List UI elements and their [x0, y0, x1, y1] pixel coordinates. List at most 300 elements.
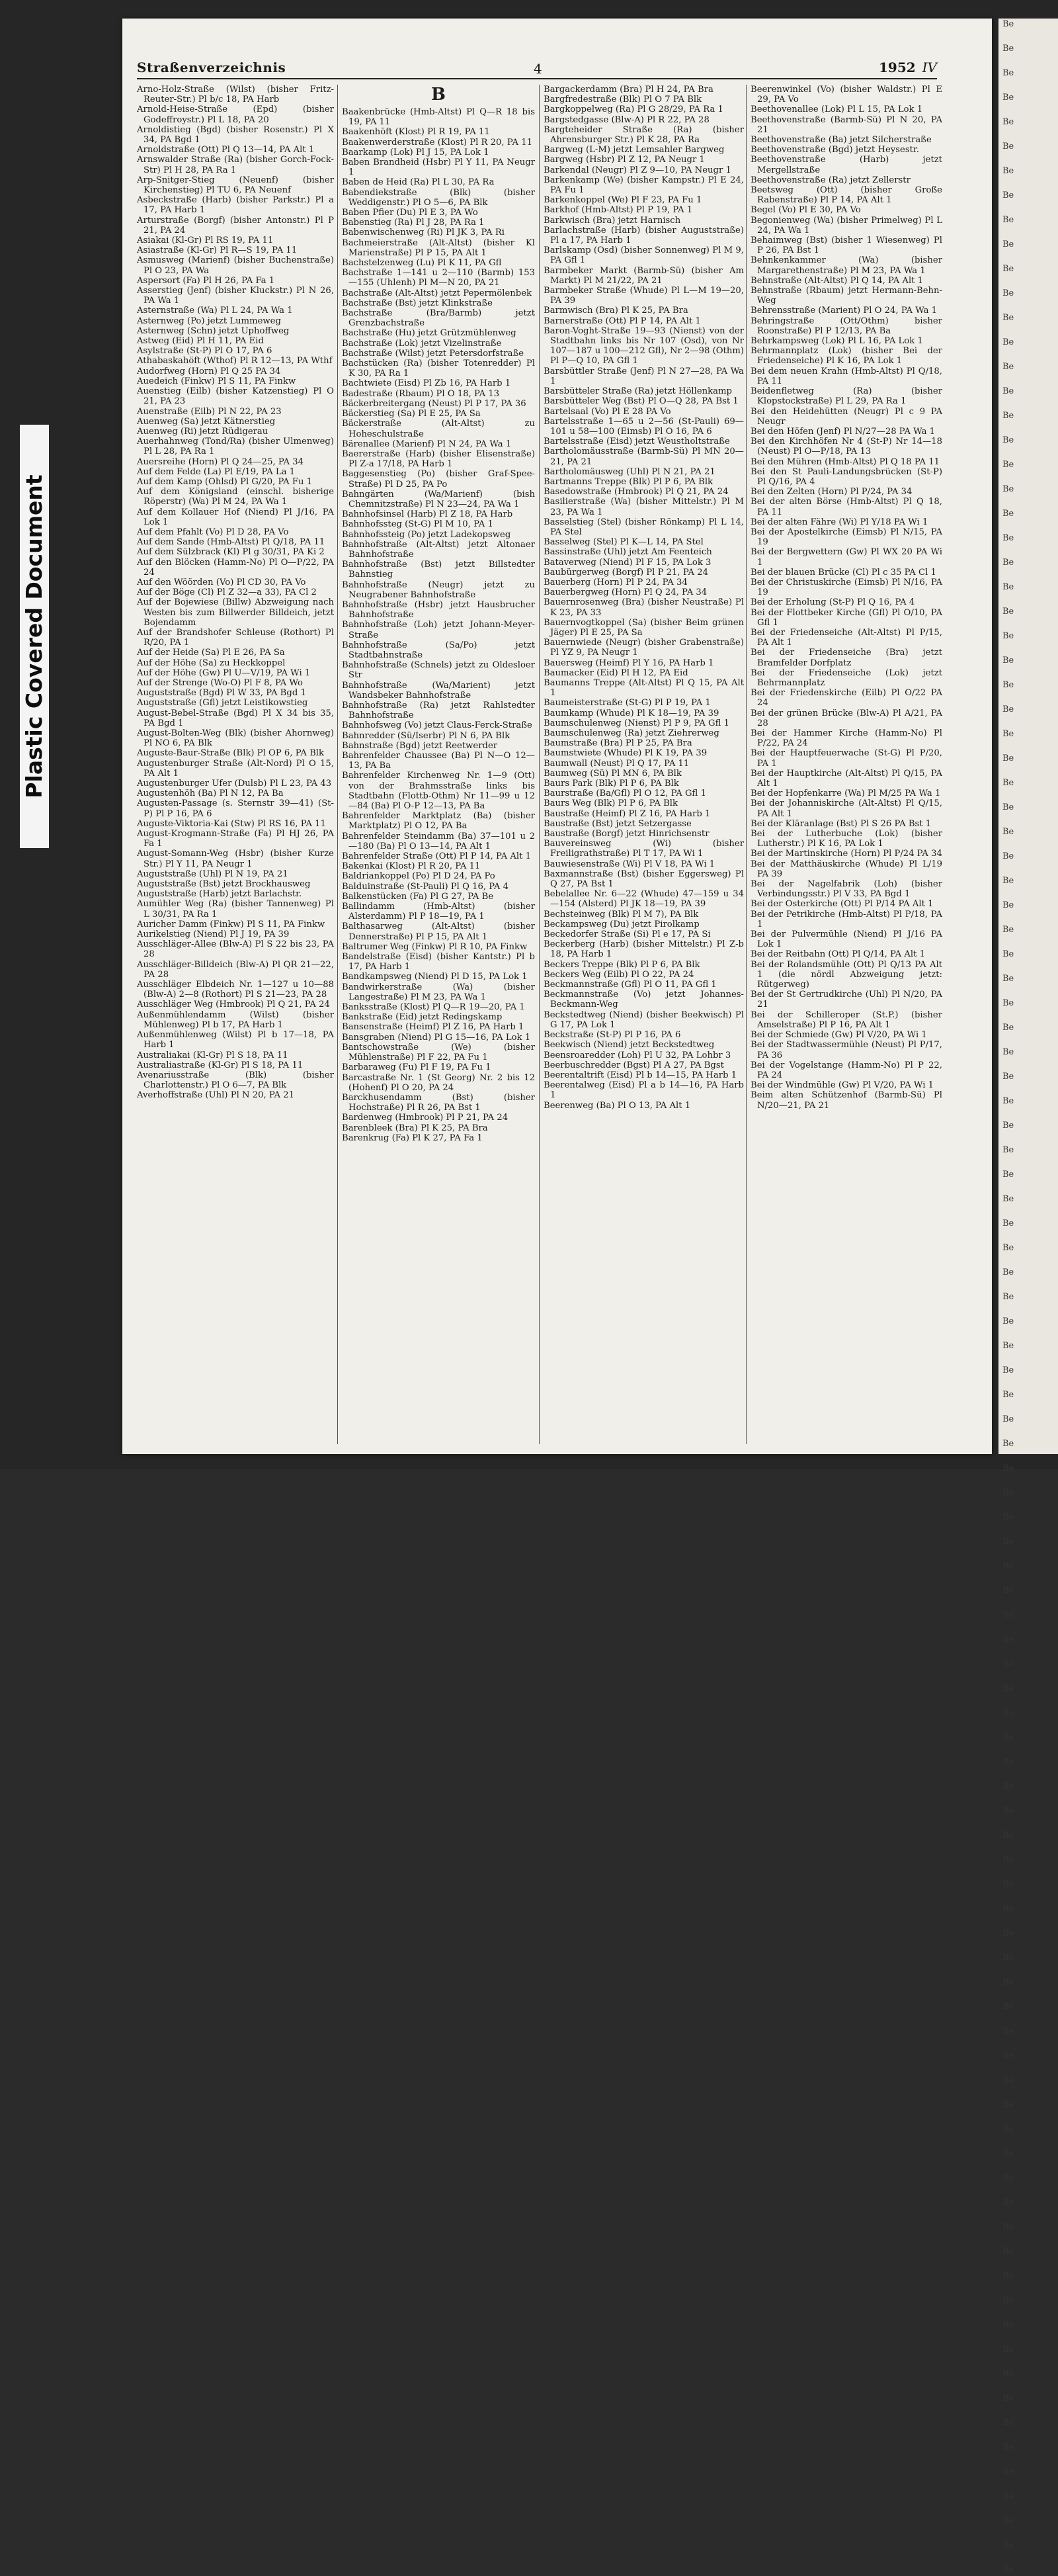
street-entry: Baggesenstieg (Po) (bisher Graf-Spee-Straße) Pl D 25, PA Po: [342, 469, 535, 490]
street-entry: Behringstraße (Ott/Othm) bisher Roonstraße) Pl P 12/13, PA Ba: [751, 316, 942, 336]
street-entry: Bahnhofssteg (St-G) Pl M 10, PA 1: [342, 519, 493, 530]
header-title: Straßenverzeichnis: [137, 60, 286, 75]
adjacent-page-fragment: Be: [1002, 2198, 1014, 2208]
adjacent-page-fragment: Be: [1002, 998, 1014, 1008]
street-entry: Ausschläger Weg (Hmbrook) Pl Q 21, PA 24: [137, 1000, 330, 1010]
street-entry: Bei der Hauptkirche (Alt-Altst) Pl Q/15, PA Alt 1: [751, 768, 942, 789]
street-entry: Bei der Schilleroper (St.P.) (bisher Amselstraße) Pl P 16, PA Alt 1: [751, 1009, 942, 1030]
page-header: [137, 57, 937, 79]
street-entry: Begonienweg (Wa) (bisher Primelweg) Pl L 24, PA Wa 1: [751, 215, 942, 236]
adjacent-page-fragment: Be: [1002, 2442, 1014, 2452]
street-entry: Audorfweg (Horn) Pl Q 25 PA 34: [137, 366, 281, 376]
street-entry: Ausschläger-Allee (Blw-A) Pl S 22 bis 23, PA 28: [137, 939, 334, 960]
street-entry: Baakenhöft (Klost) Pl R 19, PA 11: [342, 127, 490, 138]
adjacent-page-fragment: Be: [1002, 607, 1014, 617]
street-entry: Beerentalweg (Eisd) Pl a b 14—16, PA Harb 1: [544, 1080, 744, 1101]
street-entry: Babenwischenweg (Ri) Pl JK 3, PA Ri: [342, 228, 505, 238]
adjacent-page-fragment: Be: [1002, 827, 1014, 837]
street-entry: Behrkampsweg (Lok) Pl L 16, PA Lok 1: [751, 336, 923, 347]
street-entry: Bei der alten Fähre (Wi) Pl Y/18 PA Wi 1: [751, 517, 928, 527]
street-entry: Bargstedgasse (Blw-A) Pl R 22, PA 28: [544, 114, 710, 125]
street-entry: Beckstraße (St-P) Pl P 16, PA 6: [544, 1030, 681, 1041]
street-entry: Bei den St Pauli-Landungsbrücken (St-P) Pl Q/16, PA 4: [751, 466, 942, 487]
street-entry: Auguste-Viktoria-Kai (Stw) Pl RS 16, PA 11: [137, 818, 326, 829]
street-entry: Bachstraße (Hu) jetzt Grützmühlenweg: [342, 328, 516, 339]
street-entry: Beensroaredder (Loh) Pl U 32, PA Lohbr 3: [544, 1050, 731, 1060]
street-entry: Bauernrosenweg (Bra) (bisher Neustraße) Pl K 23, PA 33: [544, 597, 744, 618]
adjacent-page-fragment: Be: [1002, 386, 1014, 396]
street-entry: Beekwisch (Niend) jetzt Beckstedtweg: [544, 1040, 715, 1051]
street-entry: Baakenwerderstraße (Klost) Pl R 20, PA 11: [342, 137, 532, 148]
adjacent-page-fragment: Be: [1002, 1292, 1014, 1302]
street-entry: Bauersweg (Heimf) Pl Y 16, PA Harb 1: [544, 658, 714, 668]
street-entry: Asiastraße (Kl-Gr) Pl R—S 19, PA 11: [137, 245, 298, 256]
adjacent-page-fragment: Be: [1002, 2540, 1014, 2550]
street-entry: Arnoldistieg (Bgd) (bisher Rosenstr.) Pl X 34, PA Bgd 1: [137, 124, 334, 146]
street-entry: Auguststraße (Gfl) jetzt Leistikowstieg: [137, 698, 308, 708]
column-rule: [337, 85, 338, 1444]
street-entry: Bäckerstraße (Alt-Altst) zu Hoheschulstraße: [342, 419, 535, 439]
street-entry: Auf dem Sande (Hmb-Altst) Pl Q/18, PA 11: [137, 537, 325, 548]
street-entry: Asbeckstraße (Harb) (bisher Parkstr.) Pl a 17, PA Harb 1: [137, 195, 334, 216]
street-entry: Bauernvogtkoppel (Sa) (bisher Beim grünen Jäger) Pl E 25, PA Sa: [544, 617, 744, 638]
street-entry: Bei den Höfen (Jenf) Pl N/27—28 PA Wa 1: [751, 426, 936, 437]
street-entry: Bahnredder (Sü/Iserbr) Pl N 6, PA Blk: [342, 730, 510, 741]
adjacent-page-fragment: Be: [1002, 1855, 1014, 1865]
street-entry: Bei den Mühren (Hmb-Altst) Pl Q 18 PA 11: [751, 456, 940, 467]
column-1: [137, 85, 334, 1447]
street-entry: Baben de Heid (Ra) Pl L 30, PA Ra: [342, 177, 495, 188]
street-entry: Bei der Nagelfabrik (Loh) (bisher Verbindungsstr.) Pl V 33, PA Bgd 1: [751, 879, 942, 900]
street-entry: Bachstraße (Wilst) jetzt Petersdorfstraße: [342, 348, 524, 359]
street-entry: Bauernwiede (Neugr) (bisher Grabenstraße) Pl YZ 9, PA Neugr 1: [544, 638, 744, 658]
street-entry: Bargfredestraße (Blk) Pl O 7 PA Blk: [544, 95, 702, 105]
street-entry: Auguststraße (Bst) jetzt Brockhausweg: [137, 879, 311, 890]
adjacent-page-fragment: Be: [1002, 1879, 1014, 1889]
adjacent-page-fragment: Be: [1002, 509, 1014, 519]
adjacent-page-fragment: Be: [1002, 1341, 1014, 1351]
adjacent-page-fragment: Be: [1002, 1365, 1014, 1375]
street-entry: Auguststraße (Bgd) Pl W 33, PA Bgd 1: [137, 688, 306, 699]
street-entry: Bei der Hammer Kirche (Hamm-No) Pl P/22, PA 24: [751, 728, 942, 749]
street-entry: Baldriankoppel (Po) Pl D 24, PA Po: [342, 871, 495, 882]
street-entry: Auf dem Sülzbrack (Kl) Pl g 30/31, PA Ki 2: [137, 547, 325, 558]
street-entry: Barsbüttler Straße (Jenf) Pl N 27—28, PA Wa 1: [544, 366, 744, 386]
adjacent-page-fragment: Be: [1002, 460, 1014, 470]
street-entry: Auricher Damm (Finkw) Pl S 11, PA Finkw: [137, 919, 325, 929]
street-entry: Beckedorfer Straße (Si) Pl e 17, PA Si: [544, 929, 711, 940]
street-entry: Auenstieg (Eilb) (bisher Katzenstieg) Pl O 21, PA 23: [137, 386, 334, 407]
street-entry: Bahnhofstraße (Alt-Altst) jetzt Altonaer Bahnhofstraße: [342, 539, 535, 560]
street-entry: Balthasarweg (Alt-Altst) (bisher Dennerstraße) Pl P 15, PA Alt 1: [342, 922, 535, 942]
street-entry: August-Krogmann-Straße (Fa) Pl HJ 26, PA Fa 1: [137, 829, 334, 849]
street-entry: Bauerbergweg (Horn) Pl Q 24, PA 34: [544, 587, 708, 598]
street-entry: Bahrenfelder Marktplatz (Ba) (bisher Marktplatz) Pl O 12, PA Ba: [342, 811, 535, 832]
adjacent-page-fragment: Be: [1002, 729, 1014, 739]
street-entry: Barlachstraße (Harb) (bisher Auguststraße) Pl a 17, PA Harb 1: [544, 225, 744, 246]
street-entry: Auguste-Baur-Straße (Blk) Pl OP 6, PA Blk: [137, 748, 324, 759]
street-entry: Asmusweg (Marienf) (bisher Buchenstraße) Pl O 23, PA Wa: [137, 255, 334, 276]
street-entry: Aspersort (Fa) Pl H 26, PA Fa 1: [137, 275, 275, 286]
adjacent-page-fragment: Be: [1002, 1928, 1014, 1938]
street-entry: Barkendal (Neugr) Pl Z 9—10, PA Neugr 1: [544, 165, 731, 175]
adjacent-page-fragment: Be: [1002, 1733, 1014, 1742]
street-entry: Baakenbrücke (Hmb-Altst) Pl Q—R 18 bis 19, PA 11: [342, 107, 535, 128]
street-entry: Auf der Brandshofer Schleuse (Rothort) Pl R/20, PA 1: [137, 627, 334, 648]
street-entry: Bargackerdamm (Bra) Pl H 24, PA Bra: [544, 85, 713, 95]
street-entry: Auguststraße (Harb) jetzt Barlachstr.: [137, 889, 302, 900]
street-entry: Bargweg (L-M) jetzt Lemsahler Bargweg: [544, 145, 725, 155]
street-entry: Aumühler Weg (Ra) (bisher Tannenweg) Pl L 30/31, PA Ra 1: [137, 899, 334, 920]
adjacent-page-fragment: Be: [1002, 1953, 1014, 1963]
street-entry: Bahnhofstraße (Bst) jetzt Billstedter Bahnstieg: [342, 560, 535, 580]
street-entry: Bartholomäusweg (Uhl) Pl N 21, PA 21: [544, 466, 715, 477]
adjacent-page-fragment: Be: [1002, 2247, 1014, 2256]
street-entry: Asserstieg (Jenf) (bisher Kluckstr.) Pl N 26, PA Wa 1: [137, 286, 334, 306]
adjacent-page-fragment: Be: [1002, 1219, 1014, 1228]
street-entry: Bachstraße (Bst) jetzt Klinkstraße: [342, 298, 493, 308]
street-entry: Bankstraße (Eid) jetzt Redingskamp: [342, 1012, 503, 1023]
street-entry: Bäckerstieg (Sa) Pl E 25, PA Sa: [342, 409, 481, 419]
street-entry: Auf dem Kollauer Hof (Niend) Pl J/16, PA Lok 1: [137, 507, 334, 527]
street-entry: Bebelallee Nr. 6—22 (Whude) 47—159 u 34—154 (Alsterd) Pl JK 18—19, PA 39: [544, 889, 744, 910]
street-entry: Behrensstraße (Marient) Pl O 24, PA Wa 1: [751, 306, 938, 316]
street-entry: Bahnstraße (Bgd) jetzt Reetwerder: [342, 740, 498, 751]
street-entry: August-Somann-Weg (Hsbr) (bisher Kurze Str.) Pl Y 11, PA Neugr 1: [137, 849, 334, 869]
street-entry: Babendiekstraße (Blk) (bisher Weddigenstr.) Pl O 5—6, PA Blk: [342, 187, 535, 208]
adjacent-page-fragment: Be: [1002, 1390, 1014, 1400]
letter-heading: B: [431, 85, 446, 105]
street-entry: Bandelstraße (Eisd) (bisher Kantstr.) Pl b 17, PA Harb 1: [342, 952, 535, 972]
street-entry: Arp-Snitger-Stieg (Neuenf) (bisher Kirchenstieg) Pl TU 6, PA Neuenf: [137, 175, 334, 196]
street-entry: Augustenhöh (Ba) Pl N 12, PA Ba: [137, 789, 284, 799]
street-entry: Bachstücken (Ra) (bisher Totenredder) Pl K 30, PA Ra 1: [342, 359, 535, 379]
street-entry: Bargteheider Straße (Ra) (bisher Ahrensburger Str.) Pl K 28, PA Ra: [544, 124, 744, 146]
street-entry: Bei der blauen Brücke (Cl) Pl c 35 PA Cl 1: [751, 567, 936, 578]
column-2: [342, 85, 535, 1447]
adjacent-page-fragment: Be: [1002, 1904, 1014, 1914]
adjacent-page-fragment: Be: [1002, 656, 1014, 665]
street-entry: Beckerberg (Harb) (bisher Mittelstr.) Pl Z-b 18, PA Harb 1: [544, 939, 744, 960]
adjacent-page-fragment: Be: [1002, 2026, 1014, 2036]
adjacent-page-fragment: Be: [1002, 1096, 1014, 1106]
street-entry: Australiastraße (Kl-Gr) Pl S 18, PA 11: [137, 1060, 304, 1070]
street-entry: Arturstraße (Borgf) (bisher Antonstr.) Pl P 21, PA 24: [137, 215, 334, 236]
street-entry: Baumstwiete (Whude) Pl K 19, PA 39: [544, 748, 708, 759]
street-entry: Ausschläger-Billdeich (Blw-A) Pl QR 21—22, PA 28: [137, 959, 334, 980]
adjacent-page-fragment: Be: [1002, 2002, 1014, 2012]
street-entry: Bei der Reitbahn (Ott) Pl Q/14, PA Alt 1: [751, 949, 925, 960]
street-entry: Bandwirkerstraße (Wa) (bisher Langestraße) Pl M 23, PA Wa 1: [342, 982, 535, 1002]
street-entry: Bahnhofstraße (Sa/Po) jetzt Stadtbahnstraße: [342, 640, 535, 660]
adjacent-page-fragment: Be: [1002, 1047, 1014, 1057]
street-entry: Beckers Weg (Eilb) Pl O 22, PA 24: [544, 969, 694, 980]
street-entry: Beckampsweg (Du) jetzt Pirolkamp: [544, 919, 700, 929]
street-entry: Bahnhofsinsel (Harb) Pl Z 18, PA Harb: [342, 509, 513, 520]
street-entry: Badestraße (Rbaum) Pl O 18, PA 13: [342, 388, 500, 399]
street-entry: Bei der Flottbeker Kirche (Gfl) Pl O/10, PA Gfl 1: [751, 607, 942, 628]
directory-columns: [137, 85, 983, 1447]
adjacent-page-fragment: Be: [1002, 1782, 1014, 1791]
street-entry: Barckhusendamm (Bst) (bisher Hochstraße) Pl R 26, PA Bst 1: [342, 1092, 535, 1113]
street-entry: Bantschowstraße (We) (bisher Mühlenstraße) Pl F 22, PA Fu 1: [342, 1042, 535, 1063]
street-entry: Bachstraße 1—141 u 2—110 (Barmb) 153—155 (Uhlenh) Pl M—N 20, PA 21: [342, 268, 535, 288]
street-entry: Behnstraße (Rbaum) jetzt Hermann-Behn-Weg: [751, 286, 942, 306]
street-entry: Beckers Treppe (Blk) Pl P 6, PA Blk: [544, 959, 700, 970]
street-entry: Augustenburger Straße (Alt-Nord) Pl O 15, PA Alt 1: [137, 758, 334, 779]
street-entry: Baumschulenweg (Nienst) Pl P 9, PA Gfl 1: [544, 718, 729, 728]
street-entry: Bachtwiete (Eisd) Pl Zb 16, PA Harb 1: [342, 378, 511, 389]
street-entry: Bartelsaal (Vo) Pl E 28 PA Vo: [544, 406, 671, 417]
street-entry: Arnswalder Straße (Ra) (bisher Gorch-Fock-Str) Pl H 28, PA Ra 1: [137, 155, 334, 175]
adjacent-page-fragment: Be: [1002, 2344, 1014, 2354]
adjacent-page-fragment: Be: [1002, 533, 1014, 543]
adjacent-page-fragment: Be: [1002, 2516, 1014, 2526]
street-entry: Bei der Erholung (St-P) Pl Q 16, PA 4: [751, 597, 915, 608]
street-entry: Bechsteinweg (Blk) Pl M 7), PA Blk: [544, 909, 699, 920]
adjacent-page-fragment: Be: [1002, 2565, 1014, 2575]
street-entry: Bahnhofsweg (Vo) jetzt Claus-Ferck-Straße: [342, 720, 532, 731]
adjacent-page-fragment: Be: [1002, 288, 1014, 298]
street-entry: Baben Pfier (Du) Pl E 3, PA Wo: [342, 208, 478, 218]
street-entry: Bei der Bergwettern (Gw) Pl WX 20 PA Wi 1: [751, 547, 942, 568]
street-entry: Bahnhofstraße (Ra) jetzt Rahlstedter Bahnhofstraße: [342, 700, 535, 721]
adjacent-page-fragment: Be: [1002, 974, 1014, 984]
street-entry: Aurikelstieg (Niend) Pl J 19, PA 39: [137, 929, 290, 940]
street-entry: Bansenstraße (Heimf) Pl Z 16, PA Harb 1: [342, 1022, 524, 1033]
street-entry: Beckmannstraße (Gfl) Pl O 11, PA Gfl 1: [544, 980, 717, 990]
street-entry: Bei der Hopfenkarre (Wa) Pl M/25 PA Wa 1: [751, 789, 941, 799]
street-entry: Auenstraße (Eilb) Pl N 22, PA 23: [137, 406, 282, 417]
street-entry: Bei der Friedenskirche (Eilb) Pl O/22 PA 24: [751, 688, 942, 708]
street-entry: Banksstraße (Klost) Pl Q—R 19—20, PA 1: [342, 1002, 525, 1013]
street-entry: Beckmannstraße (Vo) jetzt Johannes-Beckmann-Weg: [544, 990, 744, 1010]
street-entry: Beim alten Schützenhof (Barmb-Sü) Pl N/20—21, PA 21: [751, 1090, 942, 1111]
street-entry: Auf dem Felde (La) Pl E/19, PA La 1: [137, 466, 296, 477]
street-entry: Baurs Park (Blk) Pl P 6, PA Blk: [544, 779, 679, 789]
adjacent-page-fragment: Be: [1002, 1610, 1014, 1620]
adjacent-page-fragment: Be: [1002, 2296, 1014, 2305]
street-entry: Ausschläger Elbdeich Nr. 1—127 u 10—88 (Blw-A) 2—8 (Rothort) Pl S 21—23, PA 28: [137, 980, 334, 1000]
adjacent-page-fragment: Be: [1002, 1830, 1014, 1840]
street-entry: Bei den Zelten (Horn) Pl P/24, PA 34: [751, 487, 913, 497]
adjacent-page-fragment: Be: [1002, 1145, 1014, 1155]
adjacent-page-fragment: Be: [1002, 1684, 1014, 1694]
adjacent-page-fragment: Be: [1002, 2491, 1014, 2501]
street-entry: Auf dem Pfahlt (Vo) Pl D 28, PA Vo: [137, 527, 289, 537]
street-entry: Baltrumer Weg (Finkw) Pl R 10, PA Finkw: [342, 941, 528, 952]
street-entry: Begel (Vo) Pl E 30, PA Vo: [751, 205, 861, 216]
street-entry: Bei der Matthäuskirche (Whude) Pl L/19 PA 39: [751, 859, 942, 879]
street-entry: Bahnhofstraße (Neugr) jetzt zu Neugrabener Bahnhofstraße: [342, 580, 535, 600]
street-entry: Bei der Christuskirche (Eimsb) Pl N/16, PA 19: [751, 577, 942, 598]
street-entry: Bachstraße (Alt-Altst) jetzt Pepermölenbek: [342, 288, 532, 298]
street-entry: Bei der Pulvermühle (Niend) Pl J/16 PA Lok 1: [751, 929, 942, 950]
street-entry: Balduinstraße (St-Pauli) Pl Q 16, PA 4: [342, 881, 509, 892]
adjacent-page-fragment: Be: [1002, 949, 1014, 959]
street-entry: Beethovenstraße (Harb) jetzt Mergellstraße: [751, 155, 942, 175]
street-entry: Baumanns Treppe (Alt-Altst) Pl Q 15, PA Alt 1: [544, 677, 744, 699]
adjacent-page-fragment: Be: [1002, 2222, 1014, 2232]
column-4: [751, 85, 942, 1447]
street-entry: Ballindamm (Hmb-Altst) (bisher Alsterdamm) Pl P 18—19, PA 1: [342, 902, 535, 922]
street-entry: Baustraße (Bst) jetzt Setzergasse: [544, 818, 692, 829]
street-entry: Bei der Johanniskirche (Alt-Altst) Pl Q/15, PA Alt 1: [751, 798, 942, 819]
street-entry: Baurs Weg (Blk) Pl P 6, PA Blk: [544, 798, 678, 809]
street-entry: Auf der Böge (Cl) Pl Z 32—a 33), PA Cl 2: [137, 587, 317, 598]
adjacent-page-fragment: Be: [1002, 2173, 1014, 2183]
street-entry: Bei der Rolandsmühle (Ott) Pl Q/13 PA Alt 1 (die nördl Abzweigung jetzt: Rütgerweg): [751, 959, 942, 990]
street-entry: Barsbütteler Weg (Bst) Pl O—Q 28, PA Bst 1: [544, 396, 739, 407]
street-entry: Babenstieg (Ra) Pl J 28, PA Ra 1: [342, 218, 485, 228]
adjacent-page-fragment: Be: [1002, 2051, 1014, 2061]
column-3: [544, 85, 744, 1447]
street-entry: Astweg (Eid) Pl H 11, PA Eid: [137, 336, 264, 347]
street-entry: Auf der Höhe (Gw) Pl U—V/19, PA Wi 1: [137, 667, 311, 678]
adjacent-page-fragment: Be: [1002, 2149, 1014, 2159]
street-entry: Auf der Strenge (Wo-O) Pl F 8, PA Wo: [137, 677, 303, 688]
street-entry: Bei der Friedenseiche (Bra) jetzt Bramfelder Dorfplatz: [751, 648, 942, 668]
adjacent-page-fragment: Be: [1002, 753, 1014, 763]
street-entry: Baumwall (Neust) Pl Q 17, PA 11: [544, 758, 690, 769]
street-entry: Bahnhofstraße (Wa/Marient) jetzt Wandsbeker Bahnhofstraße: [342, 680, 535, 701]
adjacent-page-fragment: Be: [1002, 876, 1014, 886]
street-entry: Asternstraße (Wa) Pl L 24, PA Wa 1: [137, 306, 293, 316]
street-entry: Beerenwinkel (Vo) (bisher Waldstr.) Pl E 29, PA Vo: [751, 85, 942, 105]
street-entry: Auedeich (Finkw) Pl S 11, PA Finkw: [137, 376, 296, 386]
adjacent-page-fragment: Be: [1002, 1023, 1014, 1033]
adjacent-page-fragment: Be: [1002, 2271, 1014, 2281]
street-entry: Avenariusstraße (Blk) (bisher Charlottenstr.) Pl O 6—7, PA Blk: [137, 1070, 334, 1091]
street-entry: Behnkenkammer (Wa) (bisher Margarethenstraße) Pl M 23, PA Wa 1: [751, 255, 942, 276]
adjacent-page-fragment: Be: [1002, 362, 1014, 372]
street-entry: Beidenfletweg (Ra) (bisher Klopstockstraße) Pl L 29, PA Ra 1: [751, 386, 942, 407]
street-entry: Bachstelzenweg (Lu) Pl K 11, PA Gfl: [342, 258, 502, 269]
street-entry: Barnerstraße (Ott) Pl P 14, PA Alt 1: [544, 316, 701, 326]
street-entry: Auf der Bojewiese (Billw) Abzweigung nach Westen bis zum Billwerder Billdeich, jetzt Bojendamm: [137, 597, 334, 628]
street-entry: Baumeisterstraße (St-G) Pl P 19, PA 1: [544, 698, 711, 708]
street-entry: Bahrenfelder Straße (Ott) Pl P 14, PA Alt 1: [342, 851, 532, 862]
street-entry: Bei der Friedenseiche (Alt-Altst) Pl P/15, PA Alt 1: [751, 627, 942, 648]
street-entry: Barsbütteler Straße (Ra) jetzt Höllenkamp: [544, 386, 732, 397]
adjacent-page-fragment: Be: [1002, 1072, 1014, 1082]
street-entry: Bartelsstraße (Eisd) jetzt Weustholtstraße: [544, 437, 730, 447]
adjacent-page-fragment: Be: [1002, 215, 1014, 225]
street-entry: Bartelsstraße 1—65 u 2—56 (St-Pauli) 69—101 u 58—100 (Eimsb) Pl O 16, PA 6: [544, 416, 744, 437]
street-entry: Bei der Windmühle (Gw) Pl V/20, PA Wi 1: [751, 1080, 934, 1091]
street-entry: Barbaraweg (Fu) Pl F 19, PA Fu 1: [342, 1062, 491, 1073]
street-entry: Bei der Martinskirche (Horn) Pl P/24 PA 34: [751, 849, 942, 859]
street-entry: Bahrenfelder Kirchenweg Nr. 1—9 (Ott) von der Brahmsstraße links bis Stadtbahn (Flottb-Othm) Nr 11—99 u 12—84 (Ba) Pl O-P 12—13, PA Ba: [342, 771, 535, 812]
street-entry: Auf der Höhe (Sa) zu Heckkoppel: [137, 658, 286, 668]
street-entry: Barenkrug (Fa) Pl K 27, PA Fa 1: [342, 1133, 483, 1143]
street-entry: Baumschulenweg (Ra) jetzt Ziehrerweg: [544, 728, 719, 738]
street-entry: Bahngärten (Wa/Marienf) (bish Chemnitzstraße) Pl N 23—24, PA Wa 1: [342, 489, 535, 509]
street-entry: Auenweg (Sa) jetzt Kätnerstieg: [137, 416, 276, 427]
street-entry: Baron-Voght-Straße 19—93 (Nienst) von der Stadtbahn links bis Nr 107 (Osd), von Nr 107—187 u 100—212 Gfl), Nr 2—98 (Othm) Pl P—Q 10, PA Gfl 1: [544, 325, 744, 366]
street-entry: Arnoldstraße (Ott) Pl Q 13—14, PA Alt 1: [137, 145, 315, 155]
street-entry: Bei der Osterkirche (Ott) Pl P/14 PA Alt 1: [751, 899, 934, 910]
street-entry: Außenmühlenweg (Wilst) Pl b 17—18, PA Harb 1: [137, 1030, 334, 1051]
street-entry: Bartholomäusstraße (Barmb-Sü) Pl MN 20—21, PA 21: [544, 447, 744, 467]
adjacent-page-fragment: Be: [1002, 1439, 1014, 1449]
adjacent-page-fragment: Be: [1002, 2369, 1014, 2379]
street-entry: Asiakai (Kl-Gr) Pl RS 19, PA 11: [137, 236, 274, 246]
adjacent-page-fragment: Be: [1002, 2075, 1014, 2085]
street-entry: Bargkoppelweg (Ra) Pl G 28/29, PA Ra 1: [544, 105, 723, 115]
street-entry: Arno-Holz-Straße (Wilst) (bisher Fritz-Reuter-Str.) Pl b/c 18, PA Harb: [137, 85, 334, 105]
street-entry: Behaimweg (Bst) (bisher 1 Wiesenweg) Pl P 26, PA Bst 1: [751, 236, 942, 256]
street-entry: Bachstraße (Lok) jetzt Vizelinstraße: [342, 338, 502, 349]
adjacent-page-fragment: Be: [1002, 484, 1014, 494]
street-entry: Bargweg (Hsbr) Pl Z 12, PA Neugr 1: [544, 155, 705, 165]
street-entry: Bauvereinsweg (Wi) (bisher Freiligrathstraße) Pl T 17, PA Wi 1: [544, 839, 744, 859]
adjacent-page-fragment: Be: [1002, 239, 1014, 249]
street-entry: Behrmannplatz (Lok) (bisher Bei der Friedenseiche) Pl K 16, PA Lok 1: [751, 346, 942, 366]
adjacent-page-fragment: Be: [1002, 558, 1014, 568]
street-entry: Bataverweg (Niend) Pl F 15, PA Lok 3: [544, 557, 712, 568]
column-rule: [746, 85, 747, 1444]
street-entry: Auguststraße (Uhl) Pl N 19, PA 21: [137, 869, 288, 879]
street-entry: Arnold-Heise-Straße (Epd) (bisher Godeffroystr.) Pl L 18, PA 20: [137, 105, 334, 125]
street-entry: Bei der Apostelkirche (Eimsb) Pl N/15, PA 19: [751, 527, 942, 548]
adjacent-page-fragment: Be: [1002, 2320, 1014, 2330]
adjacent-page-fragment: Be: [1002, 1243, 1014, 1253]
adjacent-page-fragment: Be: [1002, 851, 1014, 861]
adjacent-page-fragment: Be: [1002, 1121, 1014, 1131]
adjacent-page-fragment: Be: [1002, 1708, 1014, 1718]
adjacent-page-fragment: Be: [1002, 778, 1014, 788]
adjacent-page-fragment: Be: [1002, 337, 1014, 347]
street-entry: Barkenkamp (We) (bisher Kampstr.) Pl E 24, PA Fu 1: [544, 175, 744, 196]
street-entry: Bei der Hauptfeuerwache (St-G) Pl P/20, PA 1: [751, 748, 942, 769]
street-entry: Augusten-Passage (s. Sternstr 39—41) (St-P) Pl P 16, PA 6: [137, 798, 334, 819]
street-entry: Asternweg (Po) jetzt Lummeweg: [137, 316, 281, 326]
adjacent-page-fragment: Be: [1002, 680, 1014, 690]
street-entry: Baumacker (Eid) Pl H 12, PA Eid: [544, 667, 688, 678]
street-entry: Behnstraße (Alt-Altst) Pl Q 14, PA Alt 1: [751, 275, 924, 286]
adjacent-page-fragment: Be: [1002, 1414, 1014, 1424]
adjacent-page-fragment: Be: [1002, 411, 1014, 421]
street-entry: Basedowstraße (Hmbrook) Pl Q 21, PA 24: [544, 487, 729, 497]
street-entry: Bei der Friedenseiche (Lok) jetzt Behrmannplatz: [751, 667, 942, 688]
street-entry: Asylstraße (St-P) Pl O 17, PA 6: [137, 346, 272, 357]
adjacent-page-fragment: Be: [1002, 19, 1014, 29]
street-entry: Außenmühlendamm (Wilst) (bisher Mühlenweg) Pl b 17, PA Harb 1: [137, 1009, 334, 1030]
street-entry: Bauwiesenstraße (Wi) Pl V 18, PA Wi 1: [544, 859, 715, 869]
adjacent-page-fragment: Be: [1002, 1561, 1014, 1571]
street-entry: Barkenkoppel (We) Pl F 23, PA Fu 1: [544, 195, 702, 206]
street-entry: Barcastraße Nr. 1 (St Georg) Nr. 2 bis 12 (Hohenf) Pl O 20, PA 24: [342, 1072, 535, 1093]
street-entry: Bei dem neuen Krahn (Hmb-Altst) Pl Q/18, PA 11: [751, 366, 942, 386]
adjacent-page-fragment: Be: [1002, 1463, 1014, 1473]
street-entry: Auerhahnweg (Tond/Ra) (bisher Ulmenweg) Pl L 28, PA Ra 1: [137, 437, 334, 457]
adjacent-page-fragment: Be: [1002, 1586, 1014, 1596]
street-entry: Bei der Schmiede (Gw) Pl V/20, PA Wi 1: [751, 1030, 927, 1041]
street-entry: Baumkamp (Whude) Pl K 18—19, PA 39: [544, 708, 719, 718]
street-entry: Bäckerbreitergang (Neust) Pl P 17, PA 36: [342, 398, 526, 409]
adjacent-page-edge: [998, 19, 1058, 2575]
street-entry: Bahnhofstraße (Hsbr) jetzt Hausbrucher Bahnhofstraße: [342, 599, 535, 621]
street-entry: Basselstieg (Stel) (bisher Rönkamp) Pl L 14, PA Stel: [544, 517, 744, 537]
street-entry: August-Bolten-Weg (Blk) (bisher Ahornweg) Pl NO 6, PA Blk: [137, 728, 334, 749]
street-entry: Bärenallee (Marienf) Pl N 24, PA Wa 1: [342, 439, 512, 449]
street-entry: Baben Brandheid (Hsbr) Pl Y 11, PA Neugr 1: [342, 157, 535, 178]
street-entry: Beetsweg (Ott) (bisher Große Rabenstraße) Pl P 14, PA Alt 1: [751, 185, 942, 206]
adjacent-page-fragment: Be: [1002, 313, 1014, 323]
street-entry: Beerenweg (Ba) Pl O 13, PA Alt 1: [544, 1100, 691, 1111]
street-entry: Beethovenstraße (Barmb-Sü) Pl N 20, PA 21: [751, 114, 942, 135]
